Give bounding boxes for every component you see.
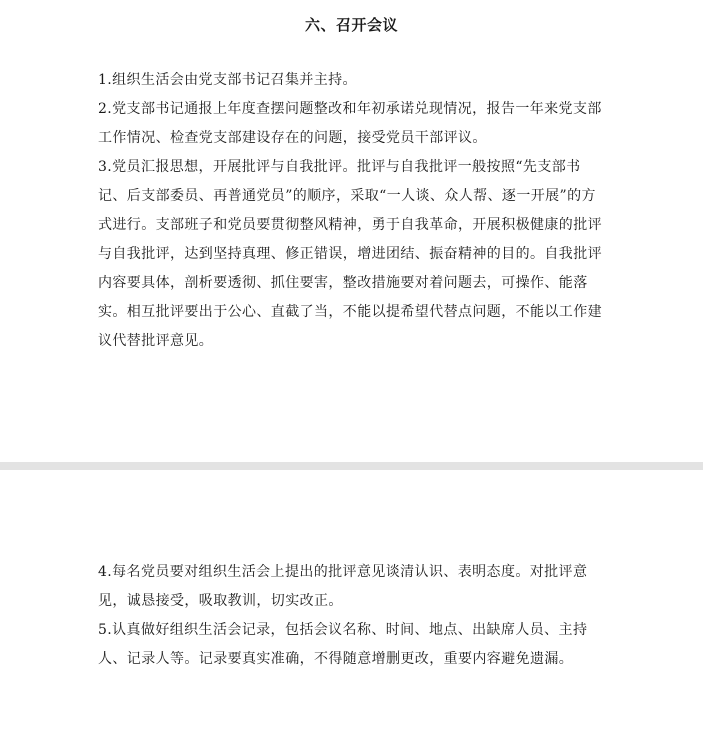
page-1-body [98,66,606,356]
paragraph-item-3: 3.党员汇报思想，开展批评与自我批评。批评与自我批评一般按照“先支部书记、后支部委员、再普通党员”的顺序，采取“一人谈、众人帮、逐一开展”的方式进行。支部班子和党员要贯彻整风精神，勇于自我革命，开展积极健康的批评与自我批评，达到坚持真理、修正错误，增进团结、振奋精神的目的。自我批评内容要具体，剖析要透彻、抓住要害，整改措施要对着问题去，可操作、能落实。相互批评要出于公心、直截了当，不能以提希望代替点问题，不能以工作建议代替批评意见。 [98,159,602,349]
paragraph-item-1: 1.组织生活会由党支部书记召集并主持。 [98,72,357,88]
section-heading: 六、召开会议 [304,16,398,34]
paragraph-item-4: 4.每名党员要对组织生活会上提出的批评意见谈清认识、表明态度。对批评意见，诚恳接受，吸取教训，切实改正。 [98,564,588,609]
paragraph-item-5: 5.认真做好组织生活会记录，包括会议名称、时间、地点、出缺席人员、主持人、记录人等。记录要真实准确，不得随意增删更改，重要内容避免遗漏。 [98,622,588,667]
page-separator [0,462,703,470]
paragraph-item-2: 2.党支部书记通报上年度查摆问题整改和年初承诺兑现情况，报告一年来党支部工作情况、检查党支部建设存在的问题，接受党员干部评议。 [98,101,602,146]
page-2-body [98,558,606,674]
document-page-2 [0,470,703,753]
